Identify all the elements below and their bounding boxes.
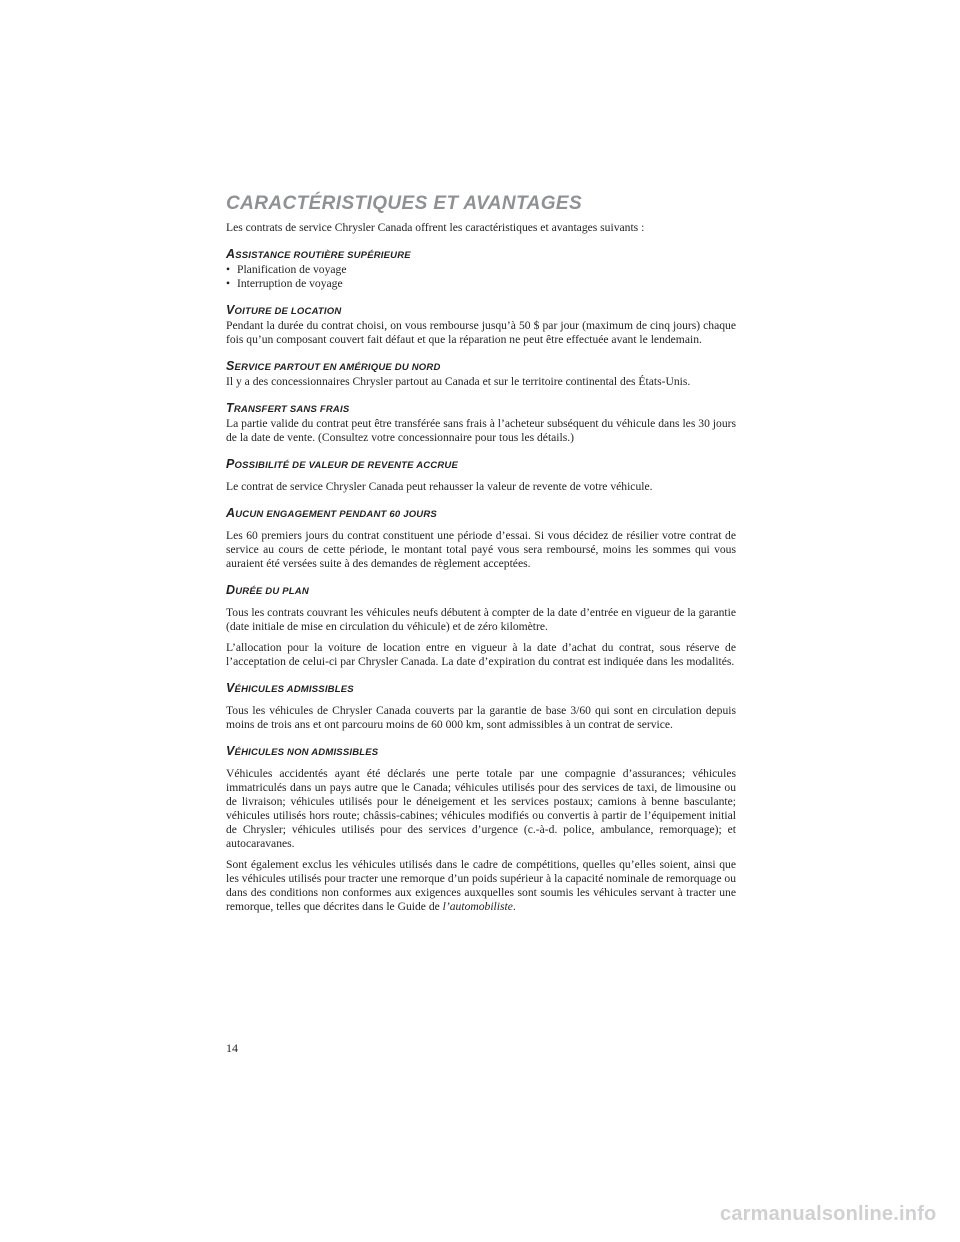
revente-paragraph: Le contrat de service Chrysler Canada peut rehausser la valeur de revente de votre véhicule. xyxy=(226,480,653,493)
list-item: • Interruption de voyage xyxy=(226,277,343,290)
section-heading-admissibles: VÉHICULES ADMISSIBLES xyxy=(226,681,354,695)
non-admissibles-paragraph-2: Sont également exclus les véhicules utilisés dans le cadre de compétitions, quelles qu’elles soient, ainsi que les véhicules utilisés pour tracter une remorque d’un poids supérieur à la capacité nominale de remorquage ou dans des conditions non conformes aux exigences auxquelles sont soumis les véhicules servant à tracter une remorque, telles que décrites dans le Guide de l’automobiliste. xyxy=(226,858,736,913)
bullet-icon: • xyxy=(226,277,231,290)
section-heading-assistance: ASSISTANCE ROUTIÈRE SUPÉRIEURE xyxy=(226,247,411,261)
document-page xyxy=(226,193,736,921)
intro-paragraph: Les contrats de service Chrysler Canada offrent les caractéristiques et avantages suivants : xyxy=(226,221,645,234)
section-heading-transfert: TRANSFERT SANS FRAIS xyxy=(226,401,350,415)
non-admissibles-paragraph-1: Véhicules accidentés ayant été déclarés une perte totale par une compagnie d’assurances; véhicules immatriculés dans un pays autre que le Canada; véhicules utilisés pour des services de taxi, de limousine ou de livraison; véhicules utilisés pour le déneigement et les services postaux; camions à benne basculante; véhicules utilisés hors route; châssis-cabines; véhicules modifiés ou convertis à partir de l’équipement initial de Chrysler; véhicules utilisés pour des services d’urgence (c.-à-d. police, ambulance, remorquage); et autocaravanes. xyxy=(226,767,736,850)
duree-paragraph-2: L’allocation pour la voiture de location entre en vigueur à la date d’achat du contrat, sous réserve de l’acceptation de celui-ci par Chrysler Canada. La date d’expiration du contrat est indiquée dans les modalités. xyxy=(226,641,736,668)
guide-title-emphasis: l’automobiliste xyxy=(442,900,513,913)
page-number: 14 xyxy=(226,1041,238,1055)
section-heading-revente: POSSIBILITÉ DE VALEUR DE REVENTE ACCRUE xyxy=(226,457,459,471)
transfert-paragraph: La partie valide du contrat peut être transférée sans frais à l’acheteur subséquent du véhicule dans les 30 jours de la date de vente. (Consultez votre concessionnaire pour tous les détails.) xyxy=(226,417,736,444)
duree-paragraph-1: Tous les contrats couvrant les véhicules neufs débutent à compter de la date d’entrée en vigueur de la garantie (date initiale de mise en circulation du véhicule) et de zéro kilomètre. xyxy=(226,606,736,633)
section-heading-service: SERVICE PARTOUT EN AMÉRIQUE DU NORD xyxy=(226,359,441,373)
section-heading-duree: DURÉE DU PLAN xyxy=(226,583,309,597)
bullet-icon: • xyxy=(226,263,231,276)
engagement-paragraph: Les 60 premiers jours du contrat constituent une période d’essai. Si vous décidez de résilier votre contrat de service au cours de cette période, le montant total payé vous sera remboursé, moins les sommes qui vous auraient été versées suite à des demandes de règlement acceptées. xyxy=(226,529,736,570)
page-title: CARACTÉRISTIQUES ET AVANTAGES xyxy=(226,193,583,214)
service-paragraph: Il y a des concessionnaires Chrysler partout au Canada et sur le territoire continental des États-Unis. xyxy=(226,375,691,388)
assistance-bullet-list xyxy=(226,263,736,291)
list-item: • Planification de voyage xyxy=(226,263,347,276)
section-heading-location: VOITURE DE LOCATION xyxy=(226,303,342,317)
section-heading-engagement: AUCUN ENGAGEMENT PENDANT 60 JOURS xyxy=(226,506,437,520)
watermark-logo: carmanualsonline.info xyxy=(720,1203,937,1225)
section-heading-non-admissibles: VÉHICULES NON ADMISSIBLES xyxy=(226,744,379,758)
location-paragraph: Pendant la durée du contrat choisi, on vous rembourse jusqu’à 50 $ par jour (maximum de cinq jours) chaque fois qu’un composant couvert fait défaut et que la réparation ne peut être effectuée avant le lendemain. xyxy=(226,319,736,346)
admissibles-paragraph: Tous les véhicules de Chrysler Canada couverts par la garantie de base 3/60 qui sont en circulation depuis moins de trois ans et ont parcouru moins de 60 000 km, sont admissibles à un contrat de service. xyxy=(226,704,736,731)
